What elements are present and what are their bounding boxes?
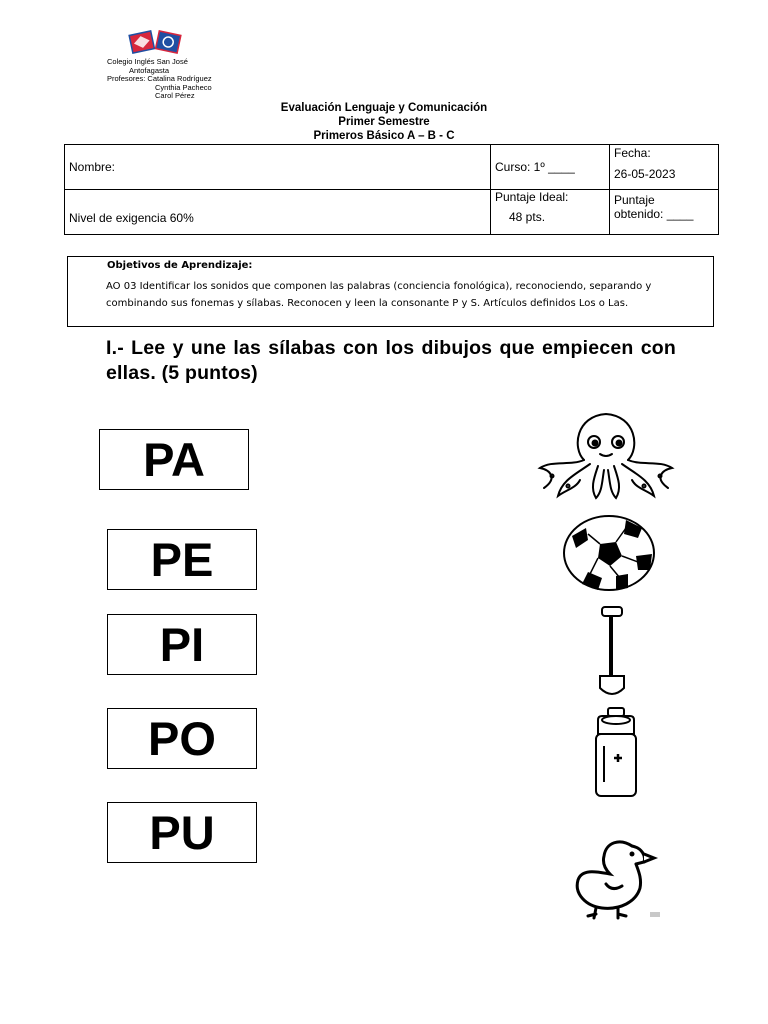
objectives-title: Objetivos de Aprendizaje:	[107, 260, 253, 271]
teachers-label: Profesores: Catalina Rodríguez	[107, 74, 212, 84]
syllable-box-pe[interactable]: PE	[107, 529, 257, 590]
school-city: Antofagasta	[129, 65, 170, 75]
exam-courses: Primeros Básico A – B - C	[313, 130, 455, 142]
requirement-level: Nivel de exigencia 60%	[65, 190, 491, 235]
teacher-2: Cynthia Pacheco	[155, 82, 212, 92]
syllable-box-pi[interactable]: PI	[107, 614, 257, 675]
ideal-score-label: Puntaje Ideal:	[495, 190, 569, 204]
obtained-score-blank: obtenido: ____	[614, 207, 694, 221]
student-info-table	[64, 144, 719, 235]
date-cell	[610, 145, 719, 190]
syllable-box-pa[interactable]: PA	[99, 429, 249, 490]
syllable-box-pu[interactable]: PU	[107, 802, 257, 863]
name-field[interactable]: Nombre:	[65, 145, 491, 190]
obtained-score-cell[interactable]	[610, 190, 719, 235]
syllable-box-po[interactable]: PO	[107, 708, 257, 769]
soccer-ball-icon[interactable]	[562, 514, 656, 592]
ideal-score-value: 48 pts.	[509, 210, 546, 224]
exam-title: Evaluación Lenguaje y Comunicación	[280, 102, 488, 114]
teacher-3: Carol Pérez	[155, 91, 195, 101]
date-value: 26-05-2023	[614, 167, 676, 181]
objectives-text: AO 03 Identificar los sonidos que componen las palabras (conciencia fonológica), reconociendo, separando y combinando sus fonemas y sílabas. Reconocen y leen la consonante P y S. Artículos definidos Los o Las.	[106, 281, 652, 309]
instruction-text: I.- Lee y une las sílabas con los dibujos que empiecen con ellas. (5 puntos)	[106, 337, 676, 384]
chick-icon[interactable]	[572, 834, 668, 922]
image-mark	[650, 912, 660, 917]
shovel-icon[interactable]	[590, 604, 634, 700]
exam-semester: Primer Semestre	[338, 116, 430, 128]
obtained-score-label: Puntaje	[614, 193, 655, 207]
octopus-icon[interactable]	[532, 408, 680, 500]
course-field[interactable]: Curso: 1º ____	[491, 145, 610, 190]
ideal-score-cell	[491, 190, 610, 235]
school-info	[107, 58, 212, 101]
date-label: Fecha:	[614, 146, 651, 160]
school-logo	[128, 28, 184, 58]
objectives-box	[67, 256, 714, 327]
school-name: Colegio Inglés San José	[107, 57, 188, 66]
battery-icon[interactable]	[588, 706, 644, 802]
